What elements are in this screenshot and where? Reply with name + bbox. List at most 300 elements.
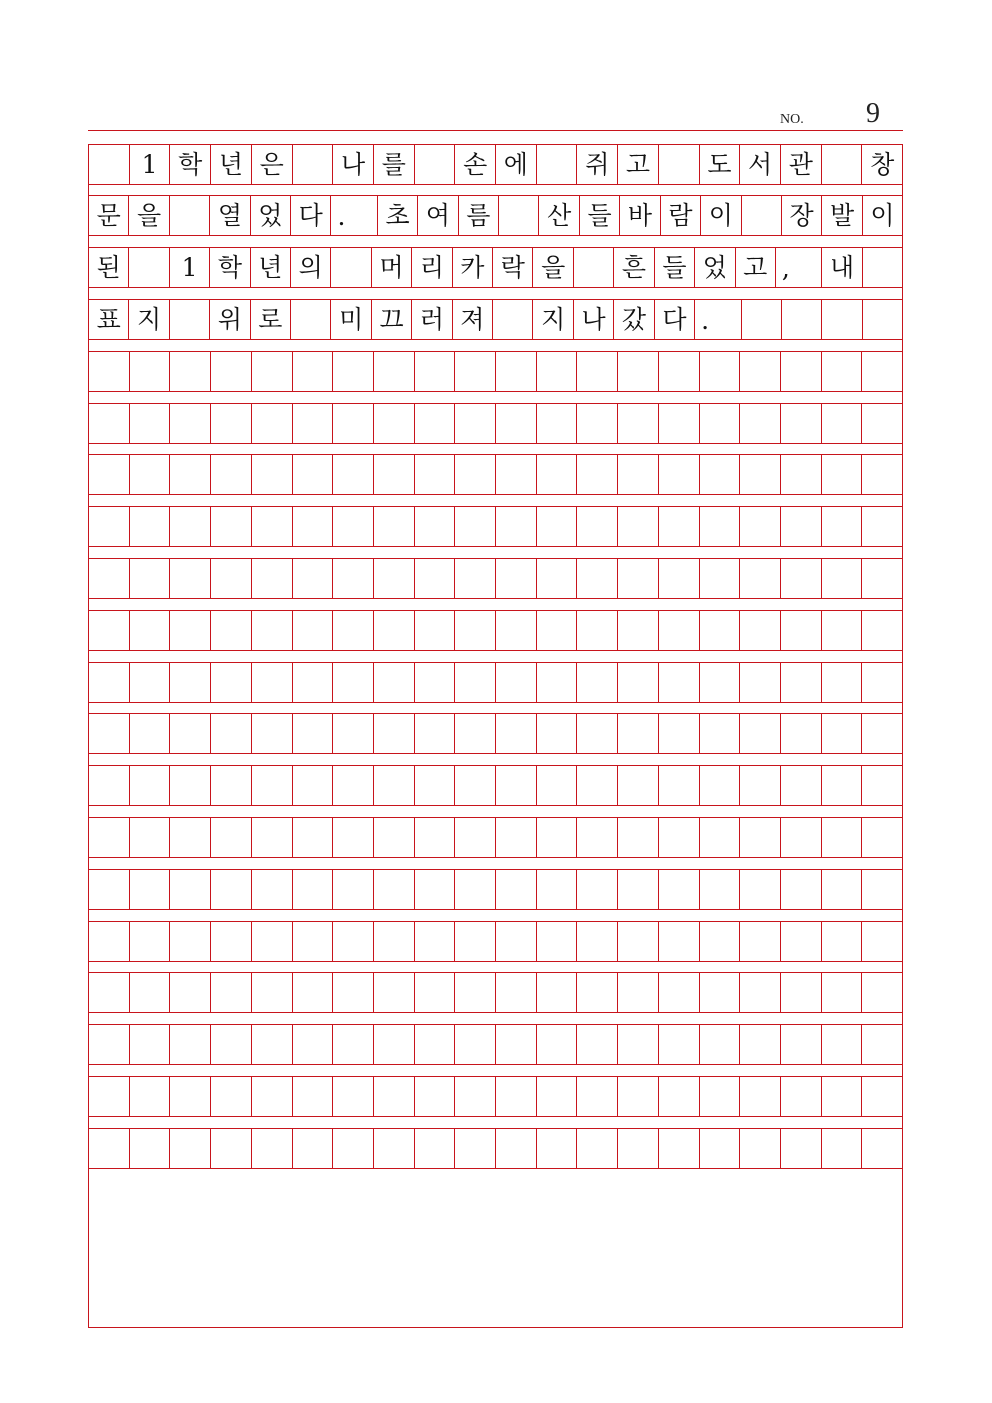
manuscript-cell xyxy=(821,766,862,805)
manuscript-cell xyxy=(699,1129,740,1168)
manuscript-cell xyxy=(332,559,373,598)
manuscript-cell xyxy=(454,663,495,702)
manuscript-cell: 나 xyxy=(573,300,613,339)
manuscript-cell xyxy=(129,973,170,1012)
manuscript-cell: 머 xyxy=(371,248,411,287)
manuscript-row xyxy=(89,817,902,858)
manuscript-cell xyxy=(89,1129,129,1168)
manuscript-cell xyxy=(536,714,577,753)
manuscript-cell xyxy=(739,663,780,702)
manuscript-cell xyxy=(780,1025,821,1064)
manuscript-cell xyxy=(89,352,129,391)
manuscript-cell xyxy=(576,404,617,443)
manuscript-cell: 들 xyxy=(654,248,694,287)
manuscript-cell xyxy=(251,559,292,598)
manuscript-cell xyxy=(536,559,577,598)
manuscript-cell xyxy=(780,559,821,598)
manuscript-cell xyxy=(536,352,577,391)
manuscript-cell: 년 xyxy=(210,145,251,184)
manuscript-cell xyxy=(576,922,617,961)
manuscript-cell xyxy=(658,714,699,753)
manuscript-cell xyxy=(129,559,170,598)
manuscript-cell xyxy=(373,1025,414,1064)
manuscript-cell xyxy=(658,663,699,702)
manuscript-cell xyxy=(780,404,821,443)
manuscript-cell xyxy=(658,922,699,961)
manuscript-cell xyxy=(780,1077,821,1116)
manuscript-cell: 었 xyxy=(694,248,734,287)
manuscript-cell: 카 xyxy=(452,248,492,287)
manuscript-cell: 문 xyxy=(96,201,121,231)
manuscript-cell: 창 xyxy=(861,145,902,184)
manuscript-cell xyxy=(617,1129,658,1168)
manuscript-row xyxy=(89,195,902,236)
manuscript-cell xyxy=(332,611,373,650)
manuscript-grid xyxy=(88,144,903,1328)
manuscript-cell xyxy=(658,455,699,494)
manuscript-cell xyxy=(292,611,333,650)
manuscript-cell xyxy=(373,507,414,546)
manuscript-cell xyxy=(251,455,292,494)
manuscript-cell xyxy=(536,973,577,1012)
manuscript-cell xyxy=(576,352,617,391)
manuscript-cell xyxy=(536,1077,577,1116)
manuscript-cell xyxy=(414,1025,455,1064)
manuscript-cell xyxy=(658,352,699,391)
manuscript-cell xyxy=(536,611,577,650)
manuscript-cell xyxy=(332,455,373,494)
manuscript-cell xyxy=(129,1129,170,1168)
manuscript-cell xyxy=(373,559,414,598)
manuscript-cell xyxy=(576,870,617,909)
manuscript-cell xyxy=(332,870,373,909)
manuscript-row xyxy=(89,1128,902,1169)
manuscript-cell xyxy=(169,455,210,494)
manuscript-cell xyxy=(251,818,292,857)
manuscript-cell xyxy=(414,611,455,650)
manuscript-cell xyxy=(89,507,129,546)
manuscript-cell xyxy=(129,922,170,961)
manuscript-cell xyxy=(536,663,577,702)
manuscript-cell xyxy=(373,766,414,805)
manuscript-cell xyxy=(821,145,862,184)
manuscript-cell xyxy=(617,973,658,1012)
manuscript-cell xyxy=(251,1129,292,1168)
manuscript-cell xyxy=(330,248,370,287)
manuscript-cell xyxy=(414,559,455,598)
manuscript-cell: 위 xyxy=(209,300,249,339)
manuscript-cell xyxy=(780,507,821,546)
manuscript-cell xyxy=(861,1129,902,1168)
manuscript-cell xyxy=(332,1025,373,1064)
manuscript-cell xyxy=(414,973,455,1012)
manuscript-cell: 바 xyxy=(619,196,659,235)
manuscript-cell xyxy=(332,404,373,443)
manuscript-cell xyxy=(780,922,821,961)
manuscript-cell xyxy=(210,507,251,546)
manuscript-cell xyxy=(780,870,821,909)
manuscript-cell xyxy=(658,973,699,1012)
manuscript-cell xyxy=(129,714,170,753)
manuscript-cell xyxy=(498,196,538,235)
manuscript-cell xyxy=(292,352,333,391)
manuscript-cell: 산 xyxy=(538,196,578,235)
manuscript-cell xyxy=(861,455,902,494)
manuscript-cell xyxy=(454,611,495,650)
manuscript-cell xyxy=(373,352,414,391)
manuscript-cell xyxy=(454,1129,495,1168)
manuscript-cell: 은 xyxy=(251,145,292,184)
manuscript-cell xyxy=(89,145,129,184)
manuscript-cell xyxy=(861,507,902,546)
manuscript-cell xyxy=(129,1025,170,1064)
manuscript-cell xyxy=(169,663,210,702)
manuscript-cell xyxy=(699,766,740,805)
manuscript-cell xyxy=(129,766,170,805)
manuscript-cell xyxy=(699,818,740,857)
manuscript-cell xyxy=(495,1025,536,1064)
manuscript-row xyxy=(89,144,902,185)
manuscript-cell xyxy=(210,870,251,909)
manuscript-cell xyxy=(495,507,536,546)
manuscript-cell xyxy=(739,404,780,443)
manuscript-cell xyxy=(861,663,902,702)
manuscript-cell: 내 xyxy=(821,248,861,287)
manuscript-cell xyxy=(576,973,617,1012)
manuscript-cell xyxy=(89,1077,129,1116)
manuscript-cell xyxy=(210,404,251,443)
manuscript-cell: 었 xyxy=(250,196,290,235)
manuscript-cell xyxy=(332,507,373,546)
manuscript-cell xyxy=(617,663,658,702)
manuscript-cell: 여 xyxy=(417,196,457,235)
manuscript-cell xyxy=(617,611,658,650)
manuscript-cell xyxy=(169,300,209,339)
manuscript-cell xyxy=(210,1077,251,1116)
manuscript-cell xyxy=(292,559,333,598)
manuscript-cell: . xyxy=(694,300,740,339)
manuscript-cell xyxy=(414,1077,455,1116)
manuscript-cell xyxy=(861,714,902,753)
manuscript-cell xyxy=(576,507,617,546)
header-rule xyxy=(88,130,903,131)
manuscript-cell xyxy=(414,870,455,909)
manuscript-cell: 이 xyxy=(862,196,902,235)
manuscript-cell xyxy=(861,1077,902,1116)
manuscript-cell xyxy=(780,714,821,753)
manuscript-cell xyxy=(210,663,251,702)
manuscript-cell xyxy=(576,766,617,805)
manuscript-row xyxy=(89,403,902,444)
manuscript-cell xyxy=(210,922,251,961)
manuscript-row xyxy=(89,972,902,1013)
manuscript-cell xyxy=(332,766,373,805)
manuscript-cell xyxy=(576,1077,617,1116)
manuscript-cell xyxy=(739,870,780,909)
manuscript-cell xyxy=(617,559,658,598)
manuscript-cell xyxy=(861,404,902,443)
manuscript-cell xyxy=(373,922,414,961)
manuscript-cell xyxy=(617,922,658,961)
manuscript-cell: 손 xyxy=(454,145,495,184)
manuscript-cell xyxy=(576,611,617,650)
manuscript-cell xyxy=(536,1129,577,1168)
manuscript-cell xyxy=(169,352,210,391)
manuscript-cell: 쥐 xyxy=(576,145,617,184)
manuscript-cell xyxy=(129,1077,170,1116)
manuscript-cell xyxy=(780,973,821,1012)
manuscript-cell xyxy=(414,663,455,702)
manuscript-cell xyxy=(373,611,414,650)
manuscript-cell xyxy=(169,766,210,805)
manuscript-cell xyxy=(210,611,251,650)
manuscript-cell xyxy=(536,507,577,546)
manuscript-cell xyxy=(495,1077,536,1116)
manuscript-cell xyxy=(373,404,414,443)
manuscript-cell xyxy=(780,352,821,391)
manuscript-row xyxy=(89,921,902,962)
manuscript-cell xyxy=(332,818,373,857)
manuscript-cell xyxy=(495,352,536,391)
manuscript-cell xyxy=(495,455,536,494)
manuscript-cell xyxy=(658,145,699,184)
manuscript-cell xyxy=(454,922,495,961)
manuscript-cell xyxy=(292,1025,333,1064)
manuscript-cell: 의 xyxy=(290,248,330,287)
manuscript-cell xyxy=(536,870,577,909)
manuscript-cell xyxy=(861,352,902,391)
manuscript-cell xyxy=(129,352,170,391)
manuscript-cell xyxy=(454,559,495,598)
manuscript-cell xyxy=(699,663,740,702)
manuscript-cell xyxy=(821,870,862,909)
manuscript-cell xyxy=(454,352,495,391)
manuscript-cell xyxy=(454,870,495,909)
manuscript-cell xyxy=(495,973,536,1012)
manuscript-cell xyxy=(492,300,532,339)
manuscript-cell xyxy=(290,300,330,339)
manuscript-cell: , xyxy=(775,248,821,287)
manuscript-cell: 고 xyxy=(735,248,775,287)
manuscript-cell xyxy=(89,663,129,702)
manuscript-cell xyxy=(251,507,292,546)
manuscript-cell xyxy=(495,766,536,805)
manuscript-cell xyxy=(292,1077,333,1116)
manuscript-cell xyxy=(495,714,536,753)
manuscript-cell xyxy=(861,559,902,598)
manuscript-cell xyxy=(251,1025,292,1064)
manuscript-cell xyxy=(576,455,617,494)
manuscript-cell xyxy=(454,404,495,443)
manuscript-cell xyxy=(617,1077,658,1116)
manuscript-cell: 장 xyxy=(781,196,821,235)
manuscript-cell xyxy=(414,455,455,494)
manuscript-cell xyxy=(617,714,658,753)
manuscript-row xyxy=(89,506,902,547)
manuscript-cell xyxy=(89,818,129,857)
manuscript-cell xyxy=(780,766,821,805)
manuscript-cell xyxy=(781,300,821,339)
manuscript-cell: 년 xyxy=(250,248,290,287)
manuscript-cell xyxy=(699,973,740,1012)
manuscript-cell xyxy=(292,818,333,857)
manuscript-cell xyxy=(210,973,251,1012)
manuscript-cell xyxy=(617,818,658,857)
manuscript-row xyxy=(89,713,902,754)
manuscript-cell xyxy=(292,145,333,184)
manuscript-cell xyxy=(699,559,740,598)
manuscript-cell xyxy=(699,611,740,650)
manuscript-cell xyxy=(169,1077,210,1116)
manuscript-cell xyxy=(251,922,292,961)
manuscript-cell xyxy=(373,1129,414,1168)
manuscript-cell: 져 xyxy=(452,300,492,339)
manuscript-cell xyxy=(495,870,536,909)
manuscript-cell xyxy=(495,611,536,650)
manuscript-cell xyxy=(373,973,414,1012)
page-number: 9 xyxy=(866,98,880,129)
manuscript-cell xyxy=(89,973,129,1012)
manuscript-cell: 1 xyxy=(169,248,209,287)
manuscript-cell xyxy=(373,1077,414,1116)
manuscript-cell xyxy=(210,455,251,494)
manuscript-cell xyxy=(89,1025,129,1064)
manuscript-cell xyxy=(495,404,536,443)
manuscript-cell xyxy=(821,1129,862,1168)
manuscript-cell xyxy=(658,404,699,443)
manuscript-cell xyxy=(454,455,495,494)
manuscript-cell xyxy=(129,507,170,546)
manuscript-cell xyxy=(128,248,168,287)
manuscript-cell xyxy=(617,404,658,443)
manuscript-cell xyxy=(821,455,862,494)
manuscript-cell xyxy=(292,973,333,1012)
manuscript-row xyxy=(89,662,902,703)
manuscript-cell xyxy=(373,455,414,494)
manuscript-cell xyxy=(414,404,455,443)
manuscript-cell xyxy=(536,818,577,857)
manuscript-cell: 관 xyxy=(780,145,821,184)
manuscript-cell xyxy=(292,870,333,909)
manuscript-cell: 러 xyxy=(411,300,451,339)
manuscript-cell xyxy=(821,663,862,702)
manuscript-cell: 초 xyxy=(377,196,417,235)
manuscript-cell xyxy=(821,300,861,339)
manuscript-cell xyxy=(292,455,333,494)
manuscript-cell xyxy=(739,1025,780,1064)
manuscript-cell xyxy=(89,922,129,961)
manuscript-cell xyxy=(251,973,292,1012)
manuscript-row xyxy=(89,351,902,392)
manuscript-cell xyxy=(576,818,617,857)
manuscript-cell xyxy=(617,766,658,805)
manuscript-cell xyxy=(576,1129,617,1168)
manuscript-cell: 된 xyxy=(96,253,121,283)
manuscript-cell xyxy=(821,818,862,857)
manuscript-cell xyxy=(129,611,170,650)
manuscript-cell xyxy=(495,922,536,961)
manuscript-cell xyxy=(495,663,536,702)
manuscript-cell: 지 xyxy=(532,300,572,339)
manuscript-cell xyxy=(617,352,658,391)
manuscript-cell: 고 xyxy=(617,145,658,184)
manuscript-cell xyxy=(617,870,658,909)
manuscript-cell xyxy=(414,922,455,961)
manuscript-cell xyxy=(332,714,373,753)
manuscript-cell xyxy=(89,714,129,753)
manuscript-cell xyxy=(861,611,902,650)
manuscript-cell xyxy=(780,1129,821,1168)
manuscript-cell xyxy=(821,352,862,391)
manuscript-cell xyxy=(821,559,862,598)
manuscript-cell xyxy=(495,818,536,857)
manuscript-cell xyxy=(699,714,740,753)
manuscript-cell xyxy=(89,611,129,650)
manuscript-cell xyxy=(821,1025,862,1064)
manuscript-cell xyxy=(699,1077,740,1116)
manuscript-cell xyxy=(617,507,658,546)
manuscript-cell xyxy=(821,973,862,1012)
manuscript-cell xyxy=(821,922,862,961)
manuscript-cell xyxy=(332,922,373,961)
manuscript-cell: 나 xyxy=(332,145,373,184)
manuscript-cell xyxy=(576,714,617,753)
manuscript-cell xyxy=(169,1129,210,1168)
manuscript-cell xyxy=(251,870,292,909)
manuscript-cell: 미 xyxy=(330,300,370,339)
manuscript-cell xyxy=(739,766,780,805)
manuscript-cell xyxy=(536,766,577,805)
manuscript-cell: 이 xyxy=(700,196,740,235)
manuscript-cell xyxy=(454,973,495,1012)
manuscript-row xyxy=(89,1024,902,1065)
manuscript-cell xyxy=(292,1129,333,1168)
manuscript-cell xyxy=(454,1025,495,1064)
manuscript-cell xyxy=(251,766,292,805)
manuscript-cell xyxy=(739,352,780,391)
manuscript-cell xyxy=(576,559,617,598)
manuscript-cell xyxy=(739,1077,780,1116)
manuscript-cell: 을 xyxy=(128,196,168,235)
manuscript-cell xyxy=(332,663,373,702)
manuscript-cell xyxy=(658,870,699,909)
manuscript-cell xyxy=(861,922,902,961)
manuscript-cell xyxy=(169,1025,210,1064)
manuscript-cell xyxy=(739,973,780,1012)
manuscript-cell xyxy=(210,818,251,857)
manuscript-cell: 로 xyxy=(250,300,290,339)
manuscript-cell xyxy=(332,973,373,1012)
manuscript-cell xyxy=(861,766,902,805)
manuscript-cell: 다 xyxy=(654,300,694,339)
manuscript-cell xyxy=(251,352,292,391)
manuscript-cell xyxy=(658,766,699,805)
manuscript-cell xyxy=(169,559,210,598)
manuscript-cell xyxy=(210,1129,251,1168)
manuscript-cell xyxy=(861,818,902,857)
manuscript-cell xyxy=(454,714,495,753)
manuscript-cell: 학 xyxy=(169,145,210,184)
manuscript-cell xyxy=(658,818,699,857)
manuscript-cell xyxy=(741,300,781,339)
manuscript-row xyxy=(89,869,902,910)
manuscript-cell xyxy=(292,766,333,805)
manuscript-cell xyxy=(821,714,862,753)
manuscript-cell: 끄 xyxy=(371,300,411,339)
manuscript-cell xyxy=(658,611,699,650)
manuscript-cell xyxy=(169,196,209,235)
manuscript-cell xyxy=(414,352,455,391)
